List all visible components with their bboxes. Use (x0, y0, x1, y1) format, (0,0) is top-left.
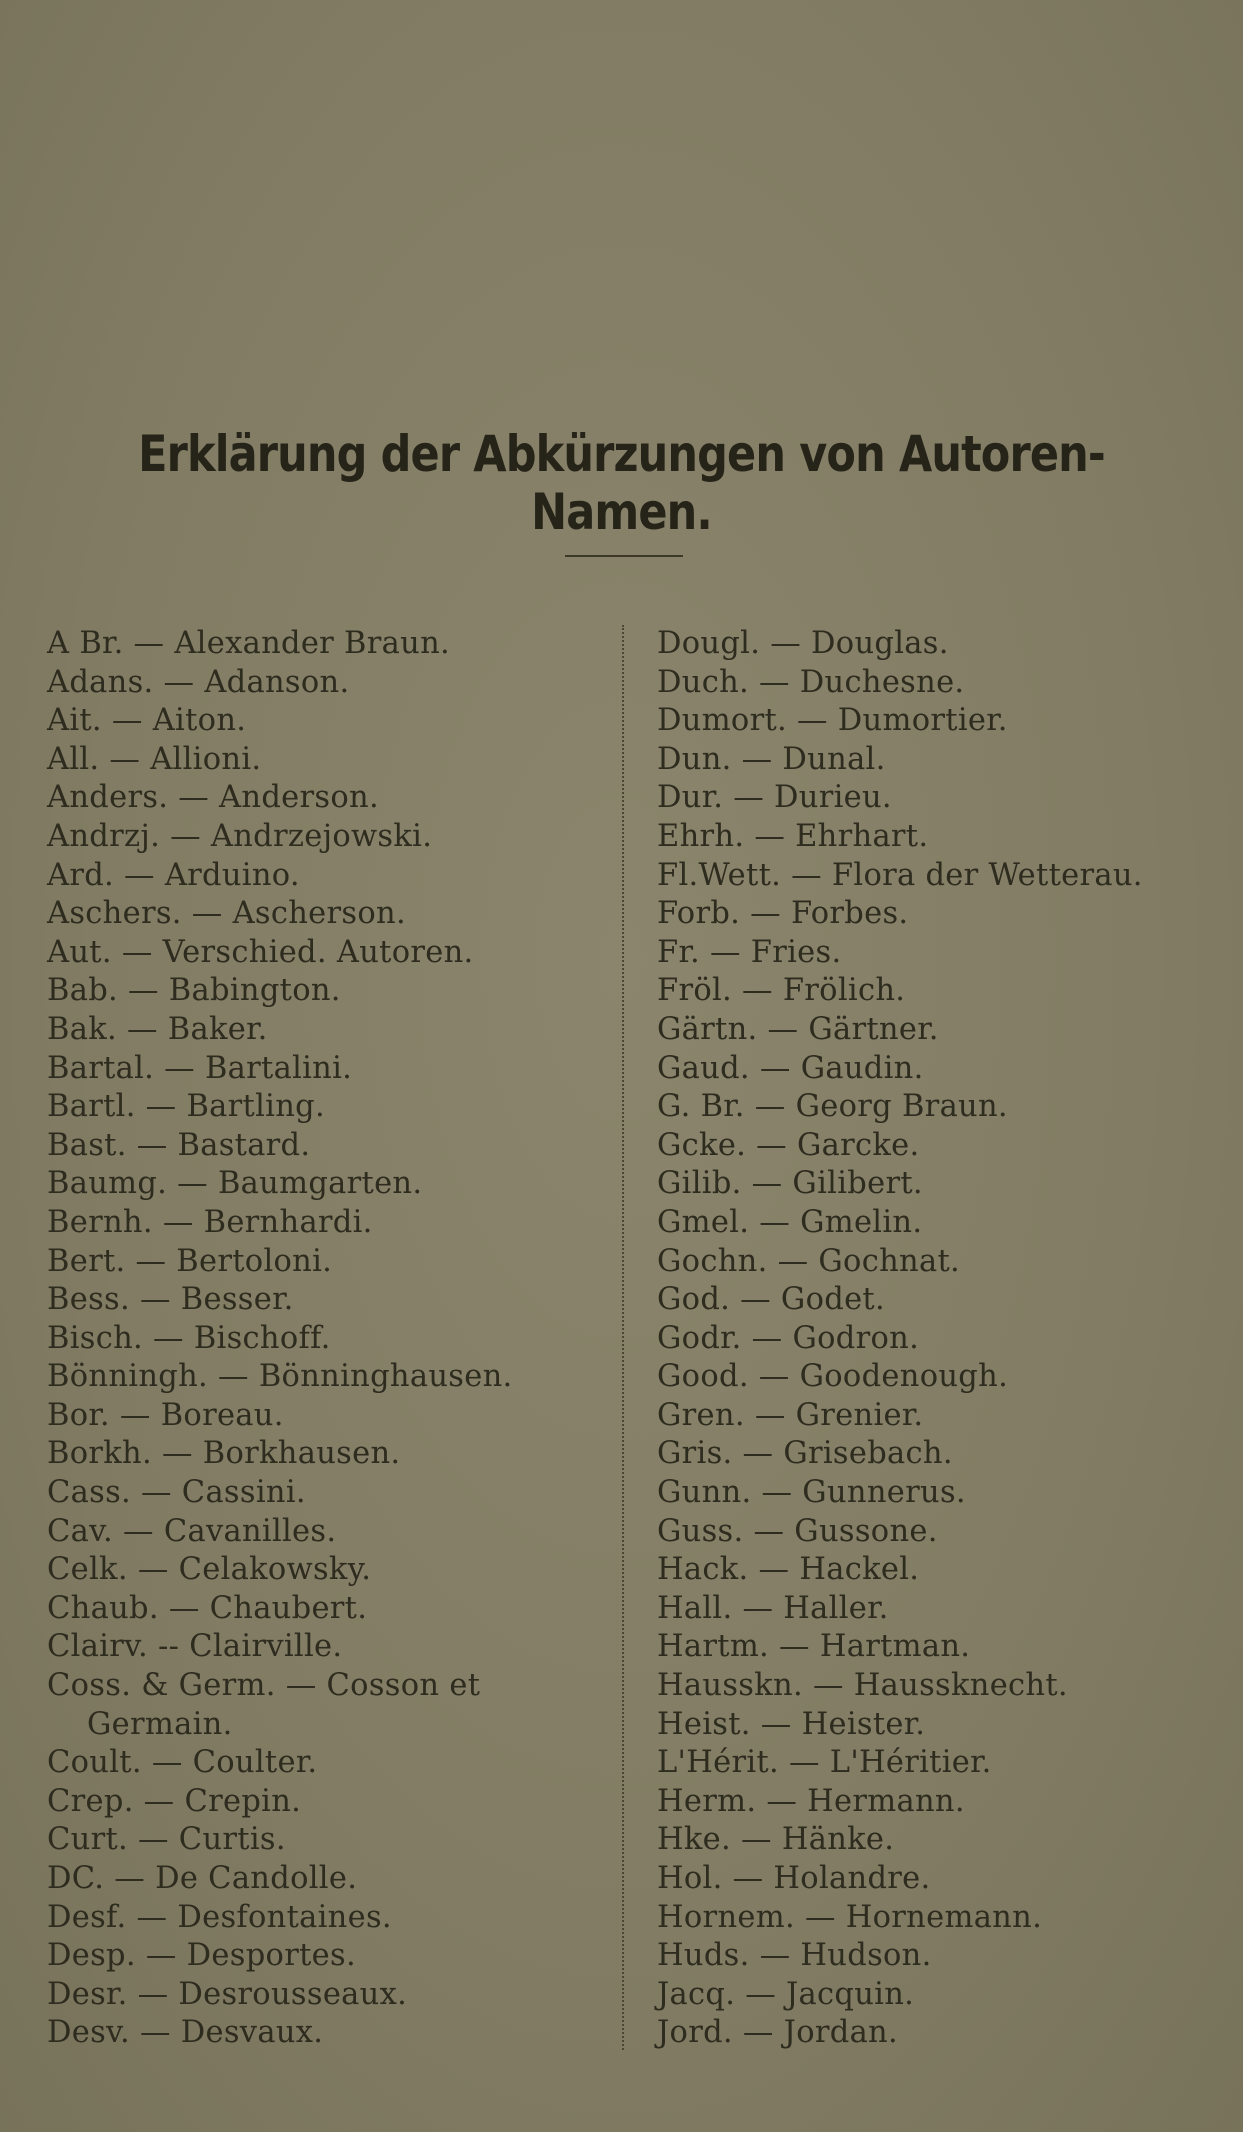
abbreviation-entry: Huds. — Hudson. (657, 1938, 932, 1974)
abbreviation-entry: Gris. — Grisebach. (657, 1436, 953, 1472)
abbreviation-entry: Bert. — Bertoloni. (47, 1243, 333, 1279)
abbreviation-entry: Gärtn. — Gärtner. (657, 1011, 939, 1047)
abbreviation-entry: Celk. — Celakowsky. (47, 1552, 372, 1588)
page-title: Erklärung der Abkürzungen von Autoren-Namen. (138, 425, 1105, 541)
abbreviation-entry: G. Br. — Georg Braun. (657, 1089, 1008, 1125)
abbreviation-entry: Andrzj. — Andrzejowski. (47, 818, 433, 854)
abbreviation-entry: Dumort. — Dumortier. (657, 703, 1008, 739)
abbreviation-entry: A Br. — Alexander Braun. (47, 626, 451, 661)
abbreviation-entry: All. — Allioni. (47, 741, 262, 777)
abbreviation-entry: Gunn. — Gunnerus. (657, 1475, 966, 1511)
abbreviation-entry: Bess. — Besser. (47, 1282, 294, 1318)
abbreviation-entry: Fr. — Fries. (657, 934, 842, 970)
abbreviation-entry: Fl.Wett. — Flora der Wetterau. (657, 857, 1143, 893)
abbreviation-entry: Ard. — Arduino. (47, 857, 300, 893)
abbreviation-entry: Dur. — Durieu. (657, 780, 892, 816)
abbreviation-entry: Bor. — Boreau. (47, 1397, 284, 1433)
abbreviation-entry: Ait. — Aiton. (47, 703, 247, 739)
abbreviation-entry: Borkh. — Borkhausen. (47, 1436, 401, 1472)
abbreviation-entry: Germain. (87, 1706, 233, 1742)
abbreviation-entry: Bab. — Babington. (47, 973, 341, 1009)
abbreviation-entry: Crep. — Crepin. (47, 1783, 302, 1819)
abbreviation-entry: Desp. — Desportes. (47, 1938, 356, 1974)
abbreviation-entry: L'Hérit. — L'Héritier. (657, 1745, 992, 1781)
abbreviation-entry: Desr. — Desrousseaux. (47, 1976, 408, 2012)
abbreviation-entry: God. — Godet. (657, 1282, 885, 1318)
abbreviation-entry: DC. — De Candolle. (47, 1861, 358, 1896)
abbreviation-entry: Gmel. — Gmelin. (657, 1204, 923, 1240)
abbreviation-entry: Adans. — Adanson. (47, 664, 350, 700)
abbreviation-entry: Curt. — Curtis. (47, 1822, 286, 1858)
abbreviation-entry: Gcke. — Garcke. (657, 1127, 920, 1163)
left-column (47, 625, 612, 2053)
abbreviation-entry: Hausskn. — Haussknecht. (657, 1668, 1068, 1704)
abbreviation-entry: Hornem. — Hornemann. (657, 1899, 1043, 1935)
abbreviation-entry: Bast. — Bastard. (47, 1127, 311, 1163)
abbreviation-entry: Bartal. — Bartalini. (47, 1050, 353, 1086)
abbreviation-entry: Hke. — Hänke. (657, 1822, 895, 1858)
column-divider (622, 625, 625, 2050)
abbreviation-entry: Gaud. — Gaudin. (657, 1050, 924, 1086)
abbreviation-entry: Fröl. — Frölich. (657, 973, 906, 1009)
abbreviation-entry: Aut. — Verschied. Autoren. (47, 934, 474, 970)
abbreviation-entry: Coult. — Coulter. (47, 1745, 318, 1781)
abbreviation-entry: Desf. — Desfontaines. (47, 1899, 392, 1935)
abbreviation-entry: Coss. & Germ. — Cosson et (47, 1668, 481, 1704)
abbreviation-entry: Baumg. — Baumgarten. (47, 1166, 423, 1202)
abbreviation-entry: Aschers. — Ascherson. (47, 896, 406, 932)
abbreviation-entry: Cass. — Cassini. (47, 1475, 306, 1511)
abbreviation-entry: Anders. — Anderson. (47, 780, 379, 816)
abbreviation-entry: Hall. — Haller. (657, 1590, 889, 1626)
abbreviation-entry: Good. — Goodenough. (657, 1359, 1009, 1395)
abbreviation-entry: Gochn. — Gochnat. (657, 1243, 961, 1279)
abbreviation-entry: Clairv. -- Clairville. (47, 1629, 343, 1665)
abbreviation-entry: Bisch. — Bischoff. (47, 1320, 331, 1356)
title-rule (565, 555, 683, 557)
abbreviation-entry: Bernh. — Bernhardi. (47, 1204, 373, 1240)
abbreviation-entry: Jacq. — Jacquin. (657, 1976, 915, 2012)
right-column (657, 625, 1217, 2053)
abbreviation-entry: Dougl. — Douglas. (657, 626, 949, 661)
abbreviation-entry: Hol. — Holandre. (657, 1861, 931, 1896)
abbreviation-entry: Cav. — Cavanilles. (47, 1513, 337, 1549)
abbreviation-entry: Heist. — Heister. (657, 1706, 926, 1742)
abbreviation-entry: Forb. — Forbes. (657, 896, 909, 932)
abbreviation-entry: Jord. — Jordan. (657, 2015, 898, 2051)
abbreviation-entry: Duch. — Duchesne. (657, 664, 965, 700)
abbreviation-entry: Godr. — Godron. (657, 1320, 920, 1356)
abbreviation-entry: Dun. — Dunal. (657, 741, 886, 777)
abbreviation-entry: Hack. — Hackel. (657, 1552, 920, 1588)
abbreviation-entry: Desv. — Desvaux. (47, 2015, 324, 2051)
abbreviation-entry: Bartl. — Bartling. (47, 1089, 325, 1125)
abbreviation-entry: Chaub. — Chaubert. (47, 1590, 368, 1626)
abbreviation-entry: Herm. — Hermann. (657, 1783, 965, 1819)
abbreviation-entry: Gilib. — Gilibert. (657, 1166, 923, 1202)
abbreviation-entry: Guss. — Gussone. (657, 1513, 938, 1549)
abbreviation-entry: Bak. — Baker. (47, 1011, 268, 1047)
abbreviation-entry: Hartm. — Hartman. (657, 1629, 971, 1665)
abbreviation-entry: Bönningh. — Bönninghausen. (47, 1359, 513, 1395)
abbreviation-entry: Ehrh. — Ehrhart. (657, 818, 929, 854)
abbreviation-entry: Gren. — Grenier. (657, 1397, 924, 1433)
